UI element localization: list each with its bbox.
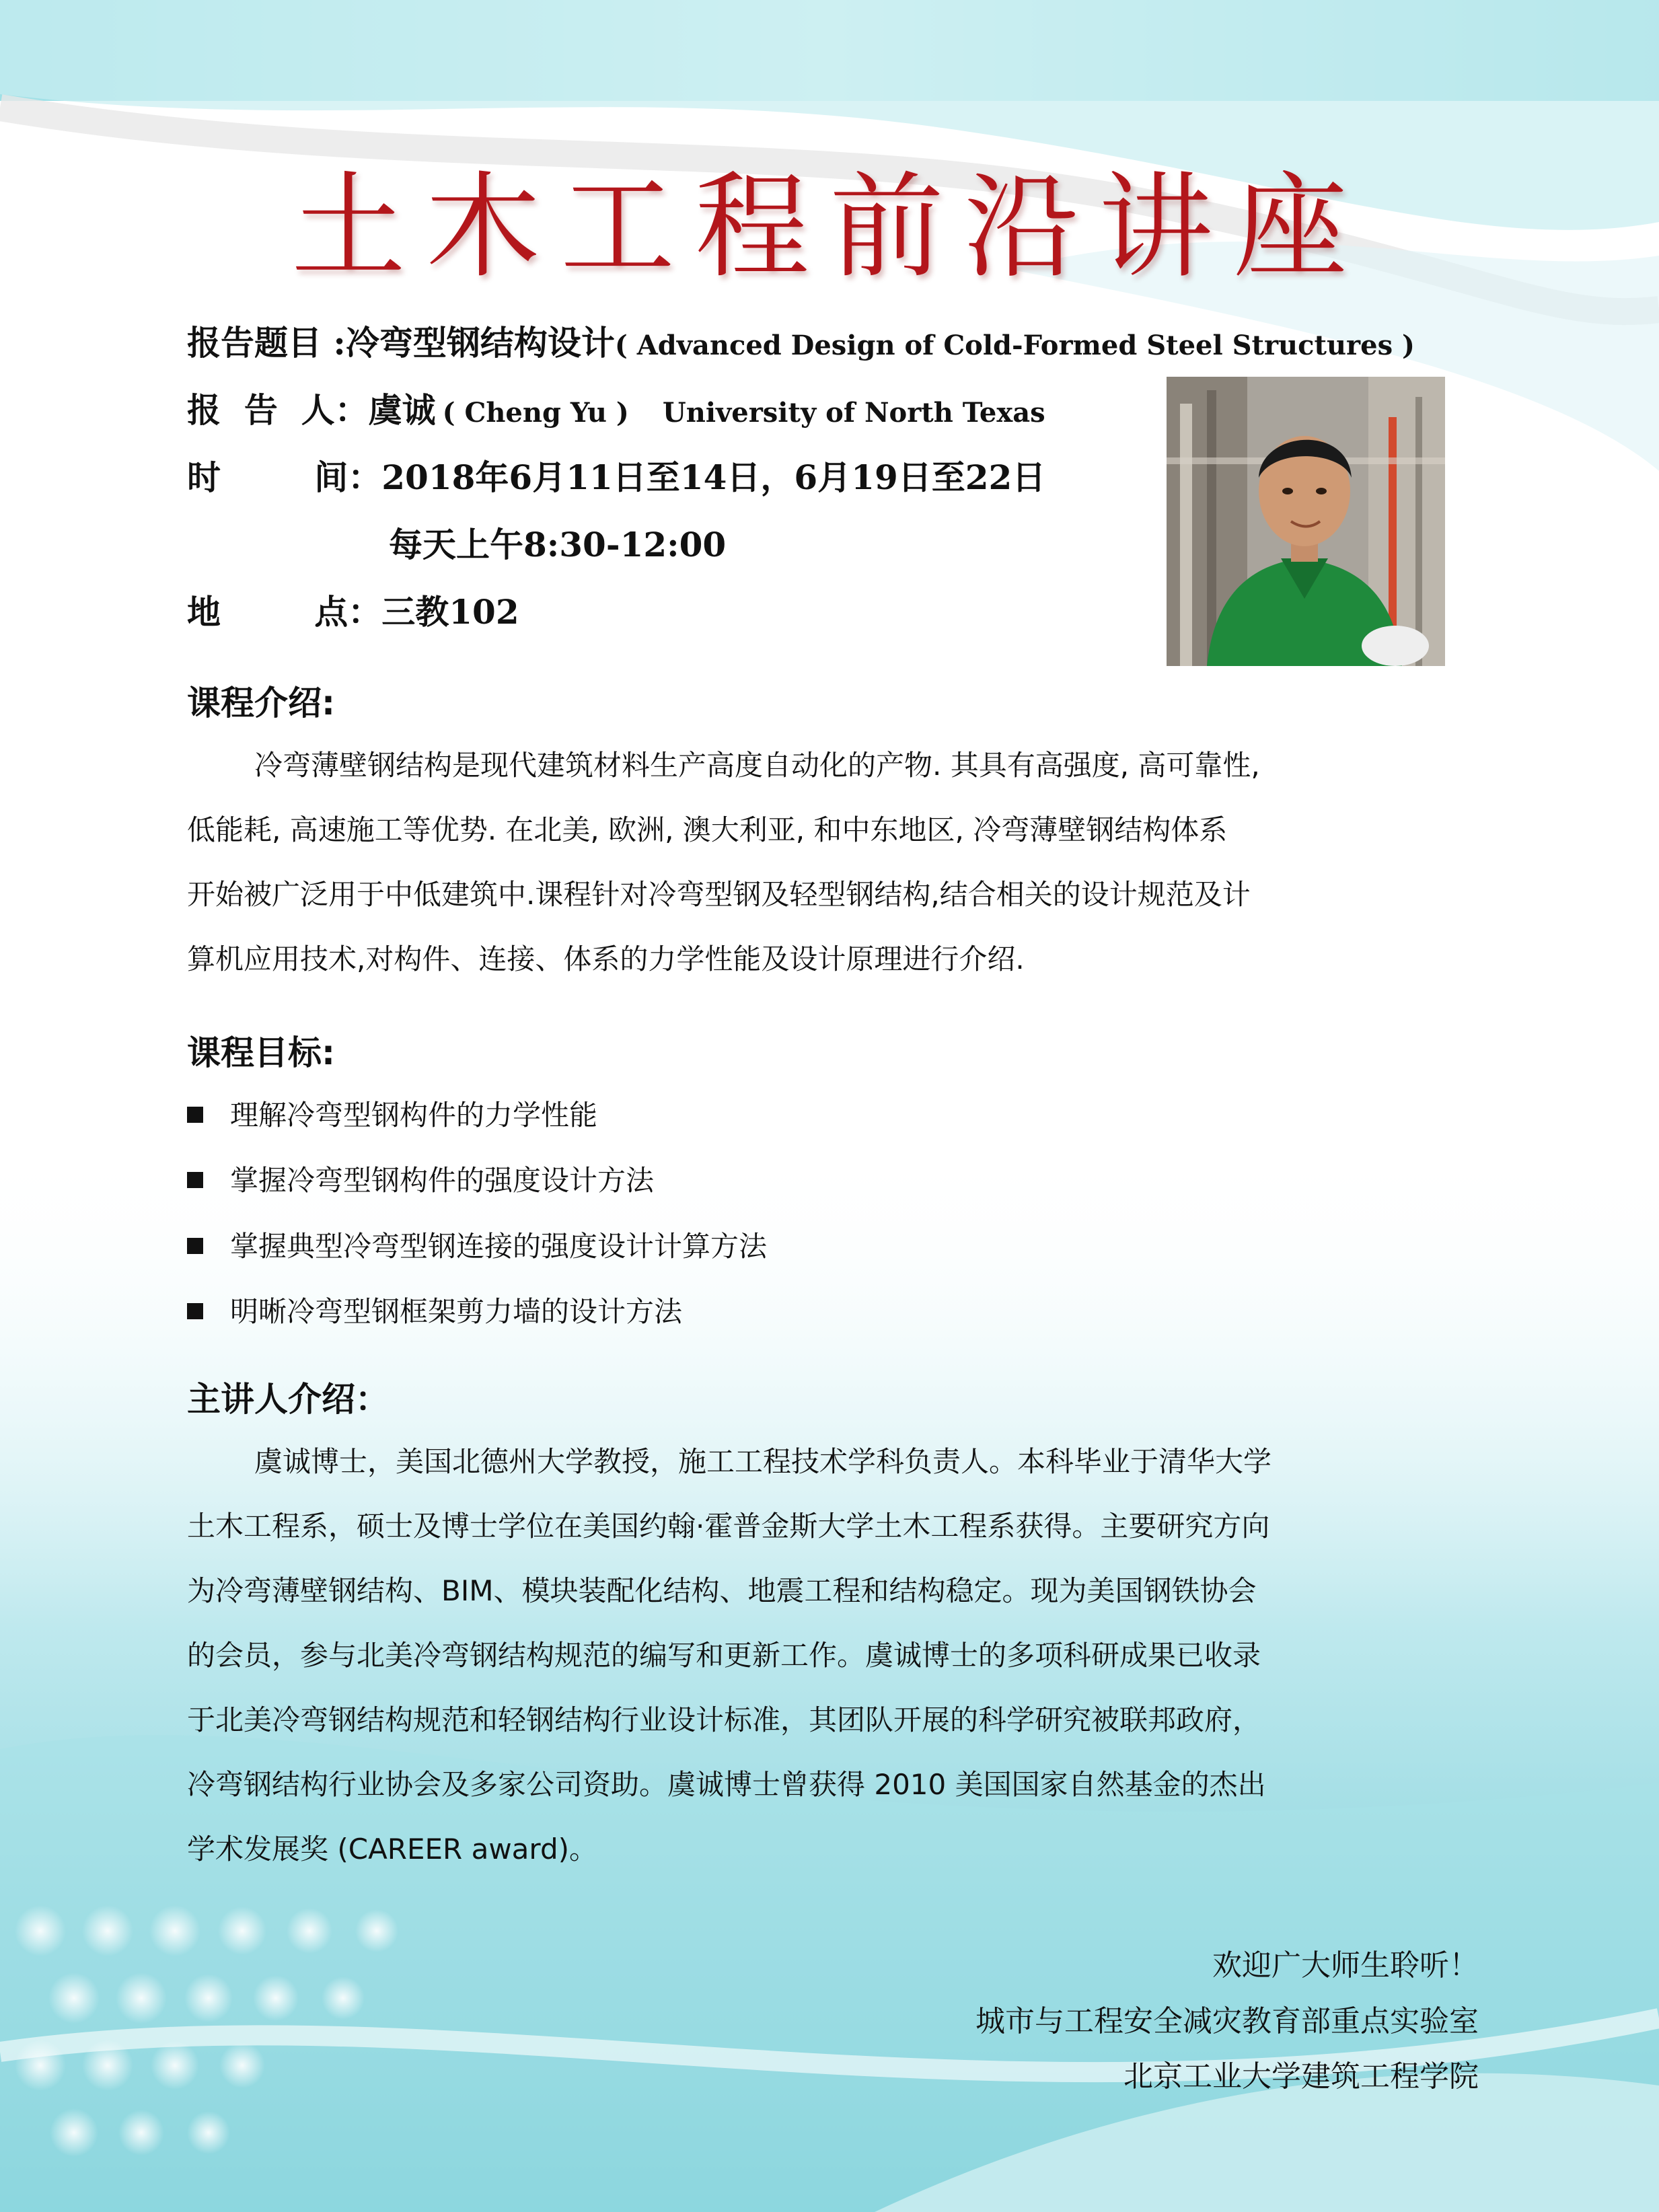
time-line-2: 每天上午8:30-12:00 [389, 525, 727, 564]
speaker-intro-line: 于北美冷弯钢结构规范和轻钢结构行业设计标准，其团队开展的科学研究被联邦政府， [187, 1703, 1261, 1736]
time-label: 时 间： [187, 457, 382, 497]
bullet-square-icon [187, 1172, 203, 1188]
place-value: 三教102 [381, 592, 519, 632]
lab-name: 城市与工程安全减灾教育部重点实验室 [975, 2004, 1479, 2038]
course-goals-heading: 课程目标: [187, 1033, 335, 1072]
speaker-intro-line: 虞诚博士，美国北德州大学教授，施工工程技术学科负责人。本科毕业于清华大学 [254, 1445, 1272, 1478]
bullet-square-icon [187, 1107, 203, 1123]
speaker-intro-heading: 主讲人介绍： [187, 1380, 389, 1419]
college-name: 北京工业大学建筑工程学院 [1123, 2059, 1479, 2094]
place-label: 地 点： [187, 592, 382, 632]
goal-text: 理解冷弯型钢构件的力学性能 [230, 1099, 598, 1132]
speaker-intro-line: 学术发展奖 (CAREER award)。 [187, 1833, 597, 1866]
course-intro-line: 低能耗, 高速施工等优势. 在北美, 欧洲, 澳大利亚, 和中东地区, 冷弯薄壁钢结构体系 [187, 813, 1228, 846]
goal-item [187, 1093, 597, 1134]
speaker-intro-line: 的会员，参与北美冷弯钢结构规范的编写和更新工作。虞诚博士的多项科研成果已收录 [187, 1639, 1261, 1672]
goal-item [187, 1158, 654, 1199]
goal-text: 掌握冷弯型钢构件的强度设计方法 [230, 1164, 655, 1197]
speaker-cn: 虞诚 [368, 390, 436, 430]
time-row-2 [389, 518, 726, 566]
goal-text: 明晰冷弯型钢框架剪力墙的设计方法 [230, 1295, 683, 1328]
goal-item [187, 1224, 767, 1265]
time-row [187, 451, 1045, 499]
topic-en: ( Advanced Design of Cold-Formed Steel Structures ) [614, 330, 1415, 361]
goal-text: 掌握典型冷弯型钢连接的强度设计计算方法 [230, 1230, 768, 1263]
speaker-intro-line: 土木工程系，硕士及博士学位在美国约翰·霍普金斯大学土木工程系获得。主要研究方向 [187, 1510, 1270, 1543]
speaker-university: University of North Texas [662, 397, 1045, 429]
course-intro-line: 算机应用技术,对构件、连接、体系的力学性能及设计原理进行介绍. [187, 943, 1025, 975]
speaker-intro-line: 冷弯钢结构行业协会及多家公司资助。虞诚博士曾获得 2010 美国国家自然基金的杰出 [187, 1768, 1266, 1801]
place-row [187, 585, 519, 634]
speaker-row [187, 383, 1045, 432]
welcome-text: 欢迎广大师生聆听！ [1212, 1948, 1479, 1983]
bullet-square-icon [187, 1238, 203, 1254]
speaker-intro-line: 为冷弯薄壁钢结构、BIM、模块装配化结构、地震工程和结构稳定。现为美国钢铁协会 [187, 1574, 1257, 1607]
course-intro-line: 开始被广泛用于中低建筑中.课程针对冷弯型钢及轻型钢结构,结合相关的设计规范及计 [187, 878, 1251, 911]
speaker-photo [1167, 377, 1445, 666]
speaker-intro-paragraph [187, 1430, 1485, 1882]
topic-label: 报告题目 : [187, 323, 346, 363]
course-intro-paragraph [187, 733, 1485, 992]
course-intro-line: 冷弯薄壁钢结构是现代建筑材料生产高度自动化的产物. 其具有高强度, 高可靠性, [254, 749, 1260, 782]
time-line-1: 2018年6月11日至14日，6月19日至22日 [381, 457, 1046, 497]
course-intro-heading: 课程介绍: [187, 684, 335, 723]
speaker-en: ( Cheng Yu ) [442, 397, 629, 429]
speaker-label: 报 告 人： [187, 390, 369, 430]
topic-row [187, 316, 1415, 365]
topic-cn: 冷弯型钢结构设计 [345, 323, 615, 363]
goal-item [187, 1290, 682, 1330]
bullet-square-icon [187, 1303, 203, 1319]
poster-title: 土木工程前沿讲座 [291, 161, 1368, 294]
